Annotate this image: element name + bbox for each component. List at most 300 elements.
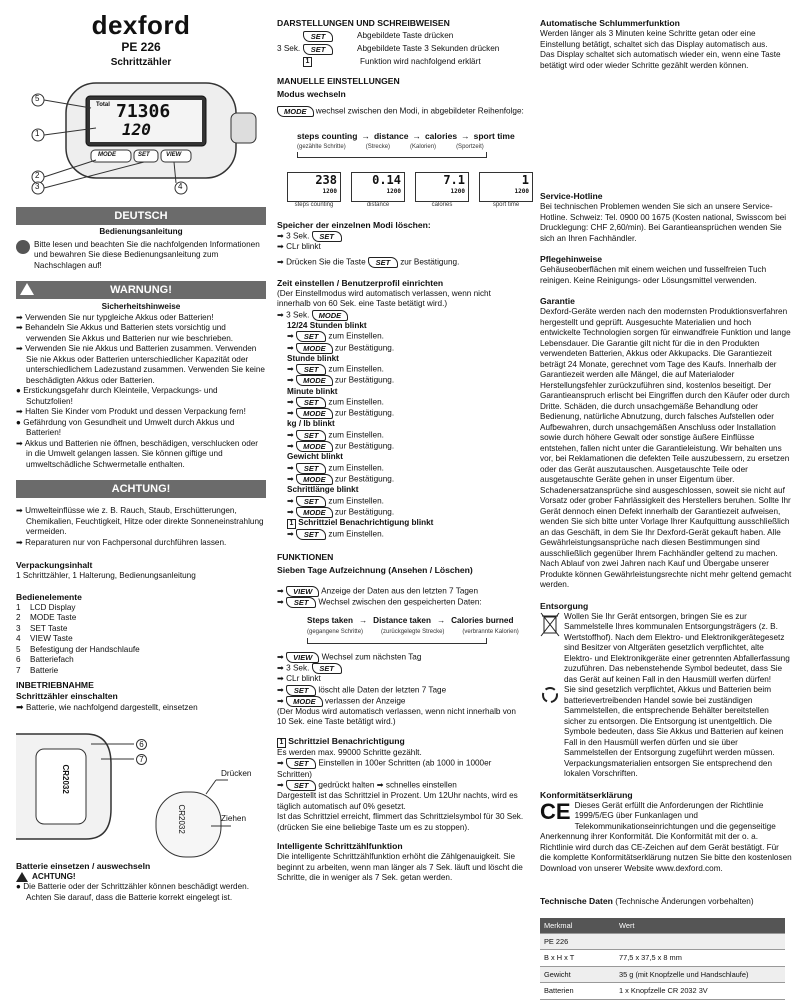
lcd-mode-0 [287, 172, 341, 210]
bullet-icon: ● [16, 882, 24, 892]
arrow-icon: ➡ [277, 242, 287, 252]
callout-4: 4 [178, 182, 183, 192]
attention-list [16, 506, 266, 548]
tech-cell: 77,5 x 37,5 x 8 mm [615, 950, 785, 966]
control-label: Befestigung der Handschlaufe [30, 644, 140, 654]
goal-number-icon: 1 [287, 519, 296, 529]
switch-on-heading: Schrittzähler einschalten [16, 691, 118, 702]
leave-line [277, 696, 525, 707]
warning-icon [16, 872, 28, 882]
arrow-icon: ➡ [277, 696, 287, 706]
repr-prefix: 3 Sek. [277, 44, 301, 54]
battery-cell-label: CR2032 [60, 764, 70, 794]
lcd-time: 1200 [450, 188, 465, 196]
del-all-line [277, 685, 525, 696]
safety-list [16, 313, 266, 471]
flow-sub-distance: (Strecke) [365, 143, 391, 150]
arrow-icon: ➡ [277, 759, 287, 769]
attention-text: Reparaturen nur von Fachpersonal durchführen lassen. [25, 537, 227, 547]
to-confirm: zur Bestätigung. [334, 474, 395, 484]
arrow-icon: ➡ [376, 780, 386, 790]
set-key: SET [296, 331, 326, 342]
arrow-right-icon: → [361, 130, 370, 141]
repr-item [277, 44, 525, 55]
tech-row [540, 950, 785, 966]
column-middle [277, 0, 529, 931]
warranty-heading: Garantie [540, 296, 575, 306]
arrow-icon: ➡ [277, 231, 287, 241]
goal-fast-text: schnelles einstellen [385, 780, 457, 790]
data-flow-sub [307, 629, 525, 637]
set-key: SET [312, 663, 342, 674]
arrow-icon: ➡ [277, 780, 287, 790]
battery-attention [16, 872, 266, 883]
setting-set-line [287, 331, 525, 342]
flow-sub-calories: (Kalorien) [410, 143, 437, 150]
repr-heading: DARSTELLUNGEN UND SCHREIBWEISEN [277, 18, 450, 28]
seven-days-heading: Sieben Tage Aufzeichnung (Ansehen / Löschen) [277, 565, 473, 576]
set-key: SET [368, 257, 398, 268]
control-item [16, 655, 266, 666]
callout-5: 5 [35, 94, 40, 104]
tech-header-cell: Wert [615, 918, 785, 934]
set-key: SET [303, 44, 333, 55]
repr-list [277, 31, 525, 68]
recycle-icon [540, 685, 560, 705]
save-press: Drücken Sie die Taste [286, 257, 366, 267]
goal-blink: Schrittziel Benachrichtigung blinkt [298, 517, 434, 527]
arrow-icon: ➡ [287, 376, 297, 386]
lcd-screen [415, 172, 469, 202]
mode-key: MODE [312, 310, 349, 321]
attention-item [16, 538, 266, 549]
repr-text: Funktion wird nachfolgend erklärt [360, 57, 481, 66]
tech-cell: PE 226 [540, 933, 615, 949]
set-key: SET [286, 685, 316, 696]
functions-heading: FUNKTIONEN [277, 552, 334, 563]
control-item [16, 624, 266, 635]
column-left [16, 0, 266, 931]
lcd-row [277, 172, 529, 210]
flow2-sub-steps: (gegangene Schritte) [307, 628, 364, 635]
conformity-block [540, 798, 792, 875]
manual-note [16, 240, 266, 272]
tech-row [540, 966, 785, 982]
arrow-icon: ➡ [287, 441, 297, 451]
repr-item [277, 57, 525, 68]
to-set: zum Einstellen. [328, 364, 384, 374]
set-key: SET [286, 780, 316, 791]
switch-on-text [16, 702, 266, 714]
setting-set-line [287, 496, 525, 507]
sleep-text-1: Werden länger als 3 Minuten keine Schritte getan oder eine Einstellung betätigt, schaltet sich das Display automatisch aus. [540, 29, 768, 49]
control-label: LCD Display [30, 602, 76, 612]
flow2-calories: Calories burned [451, 616, 514, 626]
safety-text: Gefährdung von Gesundheit und Umwelt durch Akkus und Batterien! [23, 417, 235, 438]
mode-flow [277, 131, 525, 159]
deutsch-bar: DEUTSCH [16, 207, 266, 225]
book-icon [16, 240, 30, 254]
setting-mode-line [287, 343, 525, 354]
flow2-sub-distance: (zurückgelegte Strecke) [381, 628, 445, 635]
lcd-value: 238 [315, 173, 337, 188]
disposal-text-1: Wollen Sie Ihr Gerät entsorgen, bringen Sie es zur Sammelstelle Ihres kommunalen Entsorgungsträgers (z. B. Wertstoffhof). Nach dem Elektro- und Elektronikgerätegesetz sind Besitzer von Altgeräten gesetzlich verpflichtet, alte Elektro- und Elektronikgeräte einer getrennten Abfallerfassung zuzuführen. Das nebenstehende Symbol bedeutet, dass Sie das Gerät auf keinen Fall in den Hausmüll werfen dürfen! [564, 611, 790, 684]
tech-cell: B x H x T [540, 950, 615, 966]
lcd-screen [479, 172, 533, 202]
save-clr: CLr blinkt [286, 242, 321, 252]
arrow-icon: ➡ [277, 685, 287, 695]
sleep-heading: Automatische Schlummerfunktion [540, 18, 680, 28]
pull-label: Ziehen [221, 813, 247, 823]
arrow-icon: ➡ [277, 257, 287, 267]
goal-blink-line [277, 518, 525, 529]
safety-item [16, 323, 266, 344]
warning-bar [16, 281, 266, 299]
control-label: Batteriefach [30, 655, 74, 665]
smart-heading: Intelligente Schrittzählfunktion [277, 841, 403, 852]
manual-settings-heading: MANUELLE EINSTELLUNGEN [277, 75, 400, 86]
lcd-mode-2 [415, 172, 469, 210]
disposal-block-2 [540, 685, 792, 780]
lcd-line-2: 120 [122, 120, 151, 140]
number-box-icon: 1 [303, 57, 312, 67]
view-key: VIEW [286, 586, 319, 597]
mode-key: MODE [296, 474, 333, 485]
arrow-icon: ➡ [277, 597, 287, 607]
goal-set-text: Einstellen in 100er Schritten (ab 1000 in 1000er Schritten) [277, 759, 492, 779]
attention-text: Umwelteinflüsse wie z. B. Rauch, Staub, Erschütterungen, Chemikalien, Feuchtigkeit, Hitze oder direkte Sonneneinstrahlung vermeiden. [25, 506, 264, 537]
set-key: SET [296, 364, 326, 375]
to-set: zum Einstellen. [328, 397, 384, 407]
conformity-heading: Konformitätserklärung [540, 789, 633, 800]
flow2-sub-calories: (verbrannte Kalorien) [462, 628, 519, 635]
auto-leave: (Der Modus wird automatisch verlassen, wenn nicht innerhalb von 10 Sek. eine Taste betätigt wird.) [277, 706, 516, 727]
next-day: Wechsel zum nächsten Tag [321, 652, 422, 662]
set-key: SET [296, 430, 326, 441]
callout-1: 1 [35, 129, 40, 139]
disposal-block-1 [540, 612, 792, 686]
battery-text [16, 882, 266, 903]
ce-mark-icon: CE [540, 798, 571, 824]
goal-heading-line [277, 736, 525, 748]
arrow-icon: ➡ [287, 507, 297, 517]
save-line-3 [277, 257, 525, 268]
tech-sub: (Technische Änderungen vorbehalten) [615, 897, 754, 906]
lcd-screen [287, 172, 341, 202]
hotline-heading: Service-Hotline [540, 191, 603, 201]
mode-key: MODE [296, 343, 333, 354]
safety-item [16, 344, 266, 386]
to-confirm: zur Bestätigung. [334, 343, 395, 353]
mode-flow-row [297, 131, 525, 142]
warranty-text: Dexford-Geräte werden nach den modernsten Produktionsverfahren hergestellt und geprüft. Ausgesuchte Materialien und hoch entwickelte Technologien sorgen für einwandfreie Funktion und lange Lebensdauer. Die Garantie gilt nicht für die in den Produkten verwendeten Batterien, Akkus oder Akkupacks. Die Garantiezeit beträgt 24 Monate, gerechnet vom Tage des Kaufs. Innerhalb der Garantiezeit werden alle Mängel, die auf Materialoder Herstellungsfehler zurückzuführen sind, kostenlos beseitigt. Der Garantieanspruch erlischt bei Eingriffen durch den Käufer oder durch Dritte. Schäden, die durch unsachgemäße Behandlung oder Bedienung, natürliche Abnutzung, durch falsches Aufstellen oder Aufbewahren, durch unsachgemäßen Anschluss oder Installation sowie durch höhere Gewalt oder sonstige äußere Einflüsse entstehen, fallen nicht unter die Garantieleistung. Wir behalten uns vor, bei Reklamationen die defekten Teile auszubessern, zu ersetzen oder das Gerät auszutauschen. Ausgetauschte Teile oder ausgetauschte Geräte gehen in unser Eigentum über. Schadenersatzansprüche sind ausgeschlossen, soweit sie nicht auf Vorsatz oder grober Fahrlässigkeit des Herstellers beruhen. Sollte Ihr Gerät dennoch einen Defekt innerhalb der Garantiezeit aufweisen, wenden Sie sich bitte unter Vorlage Ihrer Kaufquittung ausschließlich an das Geschäft, in dem Sie Ihr Dexford-Gerät gekauft haben. Alle Gewährleistungsansprüche nach diesen Bestimmungen sind ausschließlich gegenüber Ihrem Fachhändler geltend zu machen. Nach Ablauf von zwei Jahren nach Kauf und Übergabe unserer Produkte können Gewährleistungsrechte nicht mehr geltend gemacht werden. [540, 307, 792, 589]
column-right [540, 0, 792, 996]
tech-table [540, 918, 785, 1000]
arrow-icon: ➡ [277, 674, 287, 683]
safety-item [16, 439, 266, 471]
safety-text: Halten Sie Kinder vom Produkt und dessen Verpackung fern! [25, 407, 246, 417]
tech-header-row [540, 918, 785, 934]
model-title: PE 226 [121, 40, 161, 54]
tech-cell: 35 g (mit Knopfzelle und Handschlaufe) [615, 966, 785, 982]
repr-text: Abgebildete Taste drücken [357, 31, 454, 41]
goal-text-3: Ist das Schrittziel erreicht, flimmert das Schrittzielsymbol für 30 Sek. (drücken Sie eine beliebige Taste um es zu stoppen). [277, 812, 524, 832]
next-day-line [277, 652, 525, 663]
control-number: 5 [16, 644, 21, 654]
flow-sport-time: sport time [473, 130, 515, 141]
flow-distance: distance [373, 130, 409, 141]
arrow-icon: ➡ [16, 506, 26, 516]
control-number: 2 [16, 613, 21, 623]
goal-number-icon: 1 [277, 738, 286, 748]
bullet-icon: ● [16, 386, 24, 396]
package-heading: Verpackungsinhalt [16, 560, 93, 571]
startup-heading: INBETRIEBNAHME [16, 680, 94, 691]
data-flow [277, 616, 525, 643]
to-confirm: zur Bestätigung. [334, 507, 395, 517]
disposal-text-2: Sie sind gesetzlich verpflichtet, Akkus und Batterien beim batterievertreibenden Handel sowie bei zuständigen Sammelstellen, die entsprechende Behälter bereitstellen sicher zu entsorgen. Die Entsorgung ist unentgeltlich. Die Symbole bedeuten, dass Sie Akkus und Batterien auf keinen Fall in den Hausmüll werfen dürfen und sie über Sammelstellen der Entsorgung zugeführt werden müssen. Verpackungsmaterialien entsorgen Sie entsprechend den lokalen Vorschriften. [564, 685, 784, 778]
flow-steps: steps counting [297, 130, 358, 141]
view-line-2 [277, 597, 525, 608]
flow2-distance: Distance taken [373, 616, 431, 626]
lcd-label: Total [96, 102, 110, 109]
arrow-icon: ➡ [277, 652, 287, 662]
battery-attention-label: ACHTUNG! [32, 871, 76, 881]
set-key: SET [286, 758, 316, 769]
control-label: MODE Taste [30, 613, 77, 623]
arrow-icon: ➡ [287, 343, 297, 353]
product-title: Schrittzähler [110, 57, 172, 69]
tech-cell [615, 933, 785, 949]
tech-row [540, 933, 785, 949]
setting-blink: 12/24 Stunden blinkt [287, 320, 367, 330]
view-text-1: Anzeige der Daten aus den letzten 7 Tagen [321, 586, 479, 596]
smart-text: Die intelligente Schrittzählfunktion erhöht die Zählgenauigkeit. Sie beginnt zu arbeiten, wenn man länger als 7 Sek. läuft und löscht die Schritte, die in weniger als 7 Sek. getan werden. [277, 852, 523, 883]
callout-2: 2 [35, 171, 40, 181]
mode-key-label: MODE [98, 152, 116, 159]
set-key: SET [296, 463, 326, 474]
goal-heading: Schrittziel Benachrichtigung [288, 735, 405, 746]
safety-heading: Sicherheitshinweise [101, 302, 181, 312]
mode-key: MODE [277, 106, 314, 117]
arrow-icon: ➡ [16, 344, 26, 354]
bullet-icon: ● [16, 417, 24, 427]
tech-header-cell: Merkmal [540, 918, 615, 934]
mode-change-heading: Modus wechseln [277, 88, 346, 99]
to-set: zum Einstellen. [328, 430, 384, 440]
flow-sub-sport: (Sportzeit) [456, 143, 484, 150]
set-key: SET [303, 31, 333, 42]
controls-heading: Bedienelemente [16, 591, 82, 602]
lcd-value: 0.14 [372, 173, 401, 188]
lcd-label: calories [431, 202, 453, 209]
arrow-icon: ➡ [16, 537, 26, 547]
lcd-label: sport time [492, 202, 520, 209]
set-key: SET [296, 529, 326, 540]
goal-hold [277, 780, 525, 791]
care-text: Gehäuseoberflächen mit einem weichen und fusselfreien Tuch reinigen. Keine Reinigungs- oder Lösungsmittel verwenden. [540, 265, 767, 285]
repr-text: Abgebildete Taste 3 Sekunden drücken [357, 44, 500, 54]
device-illustration [16, 78, 266, 203]
control-item [16, 666, 266, 677]
goal-text-1: Es werden max. 99000 Schritte gezählt. [277, 747, 422, 757]
header-block [16, 12, 266, 70]
setting-mode-line [287, 474, 525, 485]
arrow-icon: ➡ [287, 474, 297, 484]
safety-text: Verwenden Sie nie Akkus und Batterien zusammen. Verwenden Sie nie Akkus oder Batterien unterschiedlicher Kapazität oder unterschiedlichem Ladezustand zusammen. Verwenden Sie keine beschädigten Akkus oder Batterien. [25, 344, 265, 385]
manual-heading: Bedienungsanleitung [99, 227, 183, 237]
battery-cell-label-2: CR2032 [176, 804, 186, 834]
tech-cell: Gewicht [540, 966, 615, 982]
lcd-label: distance [366, 202, 390, 209]
hotline-text: Bei technischen Problemen wenden Sie sich an unsere Service-Hotline. Schweiz: Tel. 0900 00 1675 (Kosten national, Swisscom bei Drucklegung: CHF 2,60/min). Bei Garantieansprüchen wenden Sie sich an Ihren Fachhändler. [540, 202, 787, 243]
set-key: SET [296, 397, 326, 408]
lcd-value: 7.1 [443, 173, 465, 188]
save-confirm: zur Bestätigung. [400, 257, 460, 267]
set-key: SET [286, 597, 316, 608]
arrow-icon: ➡ [277, 586, 287, 596]
arrow-right-icon: → [436, 616, 446, 626]
battery-heading: Batterie einsetzen / auswechseln [16, 860, 151, 871]
mode-key: MODE [296, 507, 333, 518]
setting-mode-line [287, 375, 525, 386]
safety-item [16, 418, 266, 439]
manual-text: Bitte lesen und beachten Sie die nachfolgenden Informationen und bewahren Sie diese Bedienungsanleitung zum Nachschlagen auf! [34, 239, 260, 270]
arrow-icon: ➡ [16, 407, 26, 417]
tech-heading: Technische Daten [540, 896, 613, 906]
data-flow-row [307, 616, 525, 627]
repr-item [277, 31, 525, 42]
mode-line [277, 106, 525, 117]
brand-logo: dexford [91, 10, 191, 40]
to-confirm: zur Bestätigung. [334, 441, 395, 451]
setting-blink: kg / lb blinkt [287, 419, 335, 429]
arrow-icon: ➡ [16, 312, 26, 322]
to-confirm: zur Bestätigung. [334, 408, 395, 418]
battery-callout-6: 6 [136, 739, 147, 750]
to-set: zum Einstellen. [328, 496, 384, 506]
setting-blink: Gewicht blinkt [287, 452, 343, 462]
time-heading: Zeit einstellen / Benutzerprofil einrichten [277, 277, 444, 288]
goal-set-line [277, 529, 525, 540]
safety-item [16, 407, 266, 418]
tech-heading-line [540, 896, 792, 908]
tech-row [540, 983, 785, 999]
warning-triangle-icon [20, 283, 34, 295]
lcd-time: 1200 [322, 188, 337, 196]
control-number: 7 [16, 665, 21, 675]
setting-set-line [287, 397, 525, 408]
mode-key: MODE [296, 375, 333, 386]
lcd-screen [351, 172, 405, 202]
control-number: 4 [16, 634, 21, 644]
set-key: SET [296, 496, 326, 507]
mode-key: MODE [296, 408, 333, 419]
arrow-icon: ➡ [287, 430, 297, 440]
tech-cell: 1 x Knopfzelle CR 2032 3V [615, 983, 785, 999]
leave-text: verlassen der Anzeige [324, 696, 406, 706]
goal-text-2: Dargestellt ist das Schrittziel in Prozent. Um 12Uhr nachts, wird es täglich automatisch auf 0% gesetzt. [277, 791, 518, 811]
setting-mode-line [287, 408, 525, 419]
view-text-2: Wechsel zwischen den gespeicherten Daten: [318, 597, 482, 607]
safety-text: Verwenden Sie nur typgleiche Akkus oder Batterien! [25, 312, 214, 322]
control-item [16, 645, 266, 656]
setting-set-line [287, 364, 525, 375]
setting-set-line [287, 463, 525, 474]
sleep-text-2: Das Display schaltet sich automatisch wieder ein, wenn eine Taste betätigt wird oder wieder Schritte gezählt werden können. [540, 50, 781, 70]
controls-list [16, 603, 266, 677]
arrow-icon: ➡ [287, 332, 297, 342]
control-item [16, 603, 266, 614]
pedometer-drawing [16, 78, 266, 203]
control-label: Batterie [30, 665, 59, 675]
safety-text: Behandeln Sie Akkus und Batterien stets vorsichtig und verwenden Sie Akkus und Batterien nur wie beschrieben. [25, 323, 234, 343]
care-heading: Pflegehinweise [540, 254, 603, 264]
del-all: löscht alle Daten der letzten 7 Tage [318, 685, 447, 695]
goal-to-set: zum Einstellen. [328, 529, 384, 539]
battery-figure [16, 714, 266, 859]
set-key-label: SET [138, 152, 150, 159]
battery-text-label: Die Batterie oder der Schrittzähler können beschädigt werden. Achten Sie darauf, dass die Batterie korrekt eingelegt ist. [23, 882, 249, 902]
safety-item [16, 386, 266, 407]
time-3sec: ➡ 3 Sek. MODE [277, 310, 525, 321]
clr-text: CLr blinkt [286, 674, 321, 683]
flow2-steps: Steps taken [307, 616, 353, 626]
flow2-loop-line [307, 638, 487, 644]
control-number: 1 [16, 602, 21, 612]
mode-text: wechsel zwischen den Modi, in abgebildeter Reihenfolge: [315, 106, 524, 116]
control-number: 3 [16, 623, 21, 633]
trash-crossed-icon [540, 612, 560, 638]
view-key-label: VIEW [166, 152, 182, 159]
disposal-heading: Entsorgung [540, 600, 589, 611]
conformity-text: Dieses Gerät erfüllt die Anforderungen der Richtlinie 1999/5/EG über Funkanlagen und Telekommunikationseinrichtungen und die gegenseitige Anerkennung ihrer Konformität. Die Konformität mit der o. a. Richtlinie wird durch das CE-Zeichen auf dem Gerät bestätigt. Für die komplette Konformitätserklärung nutzen Sie bitte den kostenlosen Download von unserer Website www.dexford.com. [540, 800, 792, 873]
lcd-label: steps counting [294, 202, 334, 209]
lcd-line-1: 71306 [116, 101, 171, 123]
setting-blink: Schrittlänge blinkt [287, 485, 359, 495]
arrow-icon: ➡ [16, 323, 26, 333]
battery-callout-7: 7 [136, 754, 147, 765]
arrow-icon: ➡ [16, 702, 27, 713]
lcd-mode-3 [479, 172, 533, 210]
safety-text: Akkus und Batterien nie öffnen, beschädigen, verschlucken oder in die Umwelt gelangen lassen. Sie können giftige und umweltschädliche Schwermetalle enthalten. [24, 438, 259, 469]
control-item [16, 613, 266, 624]
setting-blink: Stunde blinkt [287, 353, 339, 363]
mode-key: MODE [296, 441, 333, 452]
setting-set-line [287, 430, 525, 441]
arrow-icon: ➡ [287, 397, 297, 407]
arrow-right-icon: → [358, 616, 368, 626]
control-number: 6 [16, 655, 21, 665]
control-item [16, 634, 266, 645]
arrow-icon: ➡ [287, 463, 297, 473]
control-label: VIEW Taste [30, 634, 73, 644]
lcd-time: 1200 [514, 188, 529, 196]
callout-3: 3 [35, 182, 40, 192]
to-set: zum Einstellen. [328, 463, 384, 473]
flow-sub-steps: (gezählte Schritte) [297, 143, 346, 150]
package-text: 1 Schrittzähler, 1 Halterung, Bedienungsanleitung [16, 571, 196, 581]
del-3sec-line: ➡ 3 Sek. SET [277, 663, 525, 674]
to-confirm: zur Bestätigung. [334, 376, 395, 386]
save-line-1 [277, 231, 525, 242]
save-line-2 [277, 242, 525, 253]
safety-item [16, 313, 266, 324]
arrow-icon: ➡ [277, 310, 287, 320]
goal-hold-text: gedrückt halten [318, 780, 375, 790]
lcd-time: 1200 [386, 188, 401, 196]
mode-flow-sub [297, 144, 525, 152]
